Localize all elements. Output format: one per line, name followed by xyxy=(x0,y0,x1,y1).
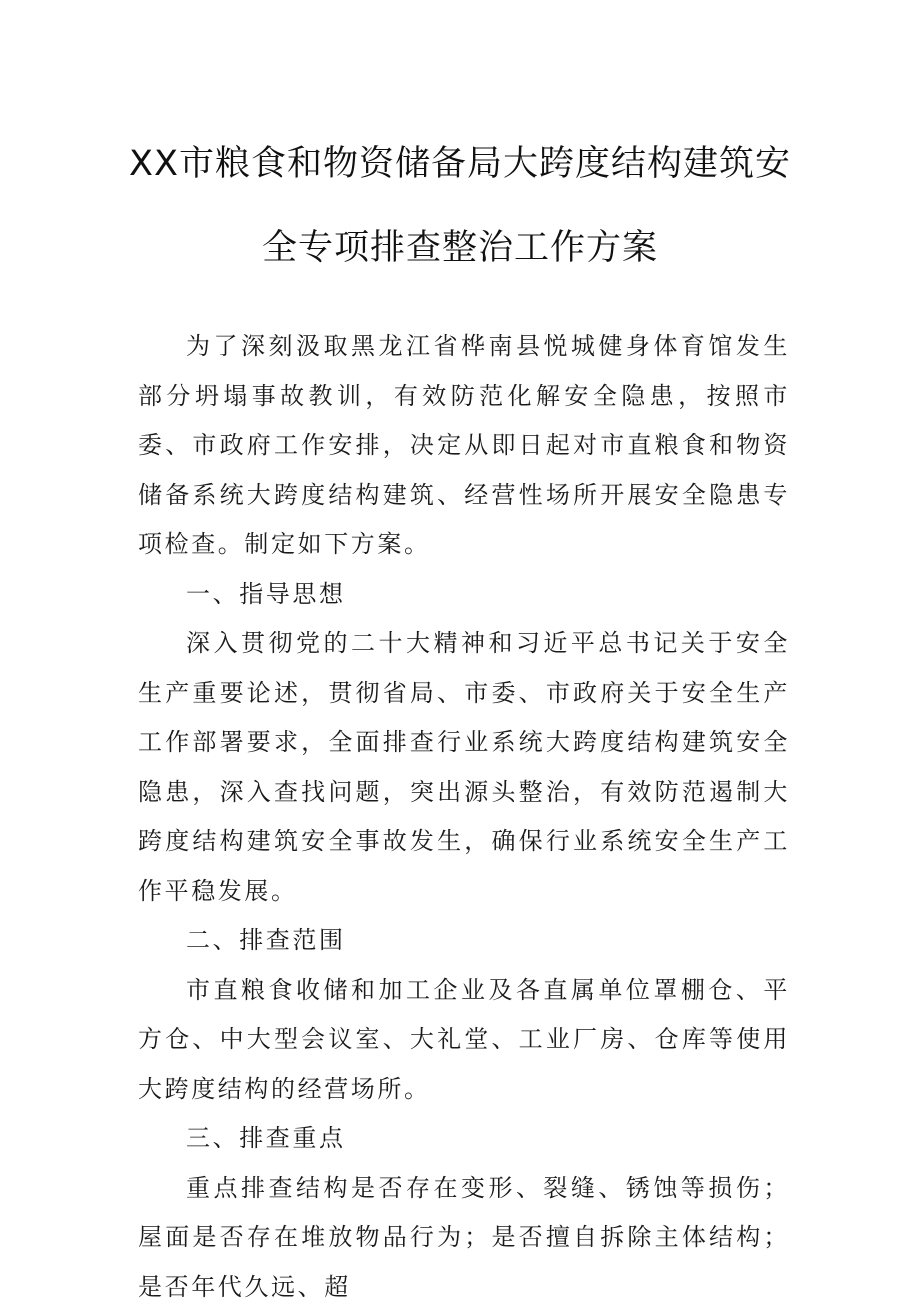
section-heading-inspection-focus: 三、排查重点 xyxy=(138,1114,790,1164)
intro-paragraph: 为了深刻汲取黑龙江省桦南县悦城健身体育馆发生部分坍塌事故教训，有效防范化解安全隐患，按照市委、市政府工作安排，决定从即日起对市直粮食和物资储备系统大跨度结构建筑、经营性场所开展安全隐患专项检查。制定如下方案。 xyxy=(138,322,790,570)
document-title-line-2: 全专项排查整治工作方案 xyxy=(100,220,820,270)
section-paragraph-guiding-ideology: 深入贯彻党的二十大精神和习近平总书记关于安全生产重要论述，贯彻省局、市委、市政府关于安全生产工作部署要求，全面排查行业系统大跨度结构建筑安全隐患，深入查找问题，突出源头整治，有效防范遏制大跨度结构建筑安全事故发生，确保行业系统安全生产工作平稳发展。 xyxy=(138,619,790,916)
section-heading-guiding-ideology: 一、指导思想 xyxy=(138,570,790,620)
section-heading-inspection-scope: 二、排查范围 xyxy=(138,916,790,966)
document-title-line-1: XX市粮食和物资储备局大跨度结构建筑安 xyxy=(100,136,820,186)
section-paragraph-inspection-scope: 市直粮食收储和加工企业及各直属单位罩棚仓、平方仓、中大型会议室、大礼堂、工业厂房、仓库等使用大跨度结构的经营场所。 xyxy=(138,966,790,1115)
document-body xyxy=(138,322,790,1312)
section-paragraph-inspection-focus: 重点排查结构是否存在变形、裂缝、锈蚀等损伤；屋面是否存在堆放物品行为；是否擅自拆除主体结构；是否年代久远、超 xyxy=(138,1164,790,1312)
